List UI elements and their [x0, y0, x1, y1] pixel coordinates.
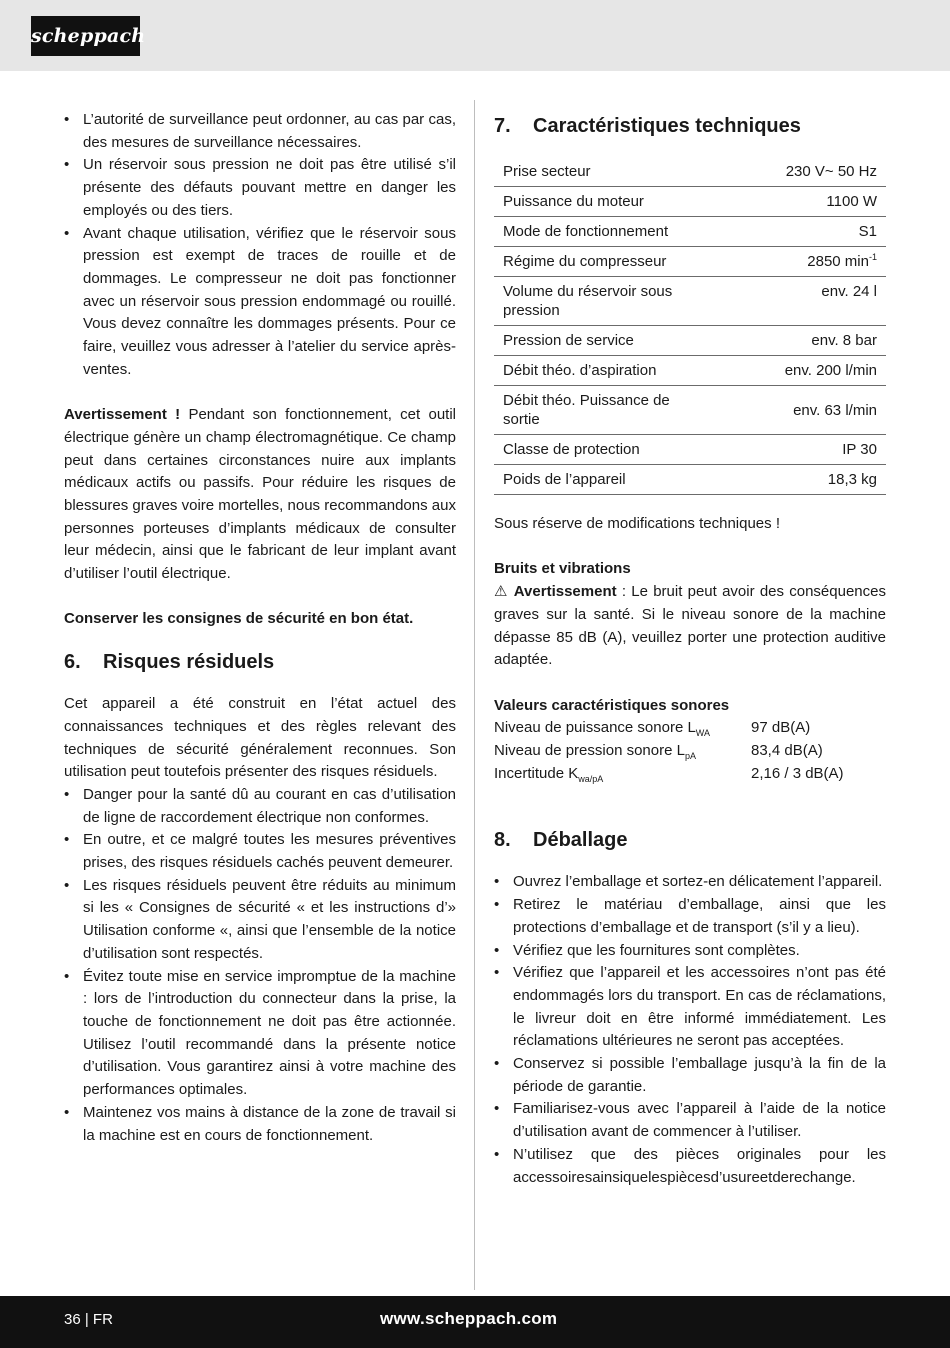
list-item: • Un réservoir sous pression ne doit pas être utilisé s’il présente des défauts pouvant mettre en danger les employés ou des tiers.	[64, 154, 456, 222]
spec-value: S1	[714, 217, 886, 247]
keep-instructions-note: Conserver les consignes de sécurité en bon état.	[64, 610, 414, 628]
surveillance-bullets	[64, 109, 456, 381]
spec-label: Poids de l’appareil	[494, 465, 714, 495]
right-column	[494, 109, 886, 1189]
list-item: • Conservez si possible l’emballage jusqu’à la fin de la période de garantie.	[494, 1053, 886, 1098]
table-row	[494, 247, 886, 277]
spec-label: Pression de service	[494, 326, 714, 356]
table-row	[494, 277, 886, 326]
section-7-heading: 7. Caractéristiques techniques	[494, 115, 801, 137]
warning-label: Avertissement	[513, 583, 617, 601]
spec-value: 18,3 kg	[714, 465, 886, 495]
brand-logo: scheppach	[31, 16, 140, 56]
spec-value: 2850 $\min^{-1}$	[714, 247, 886, 277]
spec-value: IP 30	[714, 435, 886, 465]
sound-value-row: Incertitude $K_{wa/pA}$ 2,16 / 3 dB(A)	[494, 764, 844, 784]
list-item: • Danger pour la santé dû au courant en cas d’utilisation de ligne de raccordement électrique non conformes.	[64, 784, 456, 829]
warning-text: Pendant son fonctionnement, cet outil électrique génère un champ électromagnétique. Ce champ peut dans certaines circonstances nuire aux implants médicaux actifs ou passifs. Pour réduire les risques de blessures graves voire mortelles, nous recommandons aux personnes porteuses d’implants médicaux de consulter leur médecin, ainsi que le fabricant de leur implant avant d’utiliser l’outil électrique.	[64, 406, 456, 583]
list-item: • Vérifiez que l’appareil et les accessoires n’ont pas été endommagés lors du transport. En cas de réclamations, le livreur doit en être informé immédiatement. Les réclamations ultérieures ne seront pas acceptées.	[494, 962, 886, 1053]
list-item: • Vérifiez que les fournitures sont complètes.	[494, 940, 886, 963]
spec-label: Débit théo. Puissance de sortie	[494, 386, 714, 435]
residual-risk-bullets	[64, 784, 456, 1147]
section-6-intro: Cet appareil a été construit en l’état actuel des connaissances techniques et des règles relevant des techniques de sécurité généralement reconnues. Son utilisation peut toutefois présenter des risques résiduels.	[64, 695, 456, 781]
emf-warning-paragraph	[64, 404, 456, 586]
list-item: • Familiarisez-vous avec l’appareil à l’aide de la notice d’utilisation avant de commencer à l’utiliser.	[494, 1098, 886, 1143]
warning-label: Avertissement !	[64, 406, 181, 424]
spec-value: env. 200 l/min	[714, 356, 886, 386]
table-row	[494, 326, 886, 356]
page-header	[0, 0, 950, 71]
spec-table	[494, 157, 886, 495]
sound-value-row: Niveau de pression sonore $L_{pA}$ 83,4 dB(A)	[494, 742, 823, 761]
list-item: • Avant chaque utilisation, vérifiez que le réservoir sous pression est exempt de traces de rouille et de dommages. Le compresseur ne doit pas fonctionner avec un réservoir sous pression endommagé ou rouillé. Vous devez connaître les dommages présents. Pour ce faire, veuillez vous adresser à l’atelier du service après-ventes.	[64, 223, 456, 382]
unpacking-bullets	[494, 871, 886, 1189]
table-row	[494, 157, 886, 187]
table-row	[494, 386, 886, 435]
noise-warning-paragraph	[494, 581, 886, 672]
column-divider	[474, 100, 475, 1290]
list-item: • Les risques résiduels peuvent être réduits au minimum si les « Consignes de sécurité « et les instructions d’» Utilisation conforme «, ainsi que l’ensemble de la notice d’utilisation sont respectés.	[64, 875, 456, 966]
table-row	[494, 435, 886, 465]
warning-triangle-icon: ⚠	[494, 583, 509, 601]
spec-label: Classe de protection	[494, 435, 714, 465]
spec-value: env. 8 bar	[714, 326, 886, 356]
page-number: 36 | FR	[64, 1311, 113, 1328]
spec-value: env. 63 l/min	[714, 386, 886, 435]
warning-text: : Le bruit peut avoir des conséquences graves sur la santé. Si le niveau sonore de la machine dépasse 85 dB (A), veuillez porter une protection auditive adaptée.	[494, 583, 886, 669]
list-item: • Ouvrez l’emballage et sortez-en délicatement l’appareil.	[494, 871, 886, 894]
page-footer	[0, 1296, 950, 1348]
spec-value: 230 V~ 50 Hz	[714, 157, 886, 187]
spec-label: Prise secteur	[494, 157, 714, 187]
section-6-heading: 6. Risques résiduels	[64, 651, 275, 674]
spec-label: Débit théo. d’aspiration	[494, 356, 714, 386]
spec-label: Régime du compresseur	[494, 247, 714, 277]
sound-value-row: Niveau de puissance sonore $L_{WA}$ 97 dB(A)	[494, 719, 811, 739]
list-item: • Évitez toute mise en service impromptue de la machine : lors de l’introduction du connecteur dans la prise, la touche de fonctionnement ne doit pas être actionnée. Utilisez l’outil recommandé dans la présente notice d’utilisation. Vous garantirez ainsi à votre machine des performances optimales.	[64, 966, 456, 1102]
table-row	[494, 356, 886, 386]
list-item: • En outre, et ce malgré toutes les mesures préventives prises, des risques résiduels cachés peuvent demeurer.	[64, 829, 456, 874]
reserve-note: Sous réserve de modifications techniques !	[494, 515, 780, 532]
section-8-heading: 8. Déballage	[494, 829, 628, 852]
table-row	[494, 187, 886, 217]
table-row	[494, 217, 886, 247]
sound-values-heading: Valeurs caractéristiques sonores	[494, 696, 730, 714]
spec-label: Mode de fonctionnement	[494, 217, 714, 247]
spec-label: Volume du réservoir sous pression	[494, 277, 714, 326]
website-link[interactable]: www.scheppach.com	[380, 1309, 558, 1328]
noise-heading: Bruits et vibrations	[494, 560, 631, 578]
list-item: • L’autorité de surveillance peut ordonner, au cas par cas, des mesures de surveillance nécessaires.	[64, 109, 456, 154]
list-item: • Maintenez vos mains à distance de la zone de travail si la machine est en cours de fonctionnement.	[64, 1102, 456, 1147]
spec-label: Puissance du moteur	[494, 187, 714, 217]
list-item: • N’utilisez que des pièces originales pour les accessoiresainsiquelespiècesd’usureetderechange.	[494, 1144, 886, 1189]
list-item: • Retirez le matériau d’emballage, ainsi que les protections d’emballage et de transport (s’il y a lieu).	[494, 894, 886, 939]
table-row	[494, 465, 886, 495]
spec-value: env. 24 l	[714, 277, 886, 326]
spec-value: 1100 W	[714, 187, 886, 217]
left-column	[64, 109, 456, 1147]
